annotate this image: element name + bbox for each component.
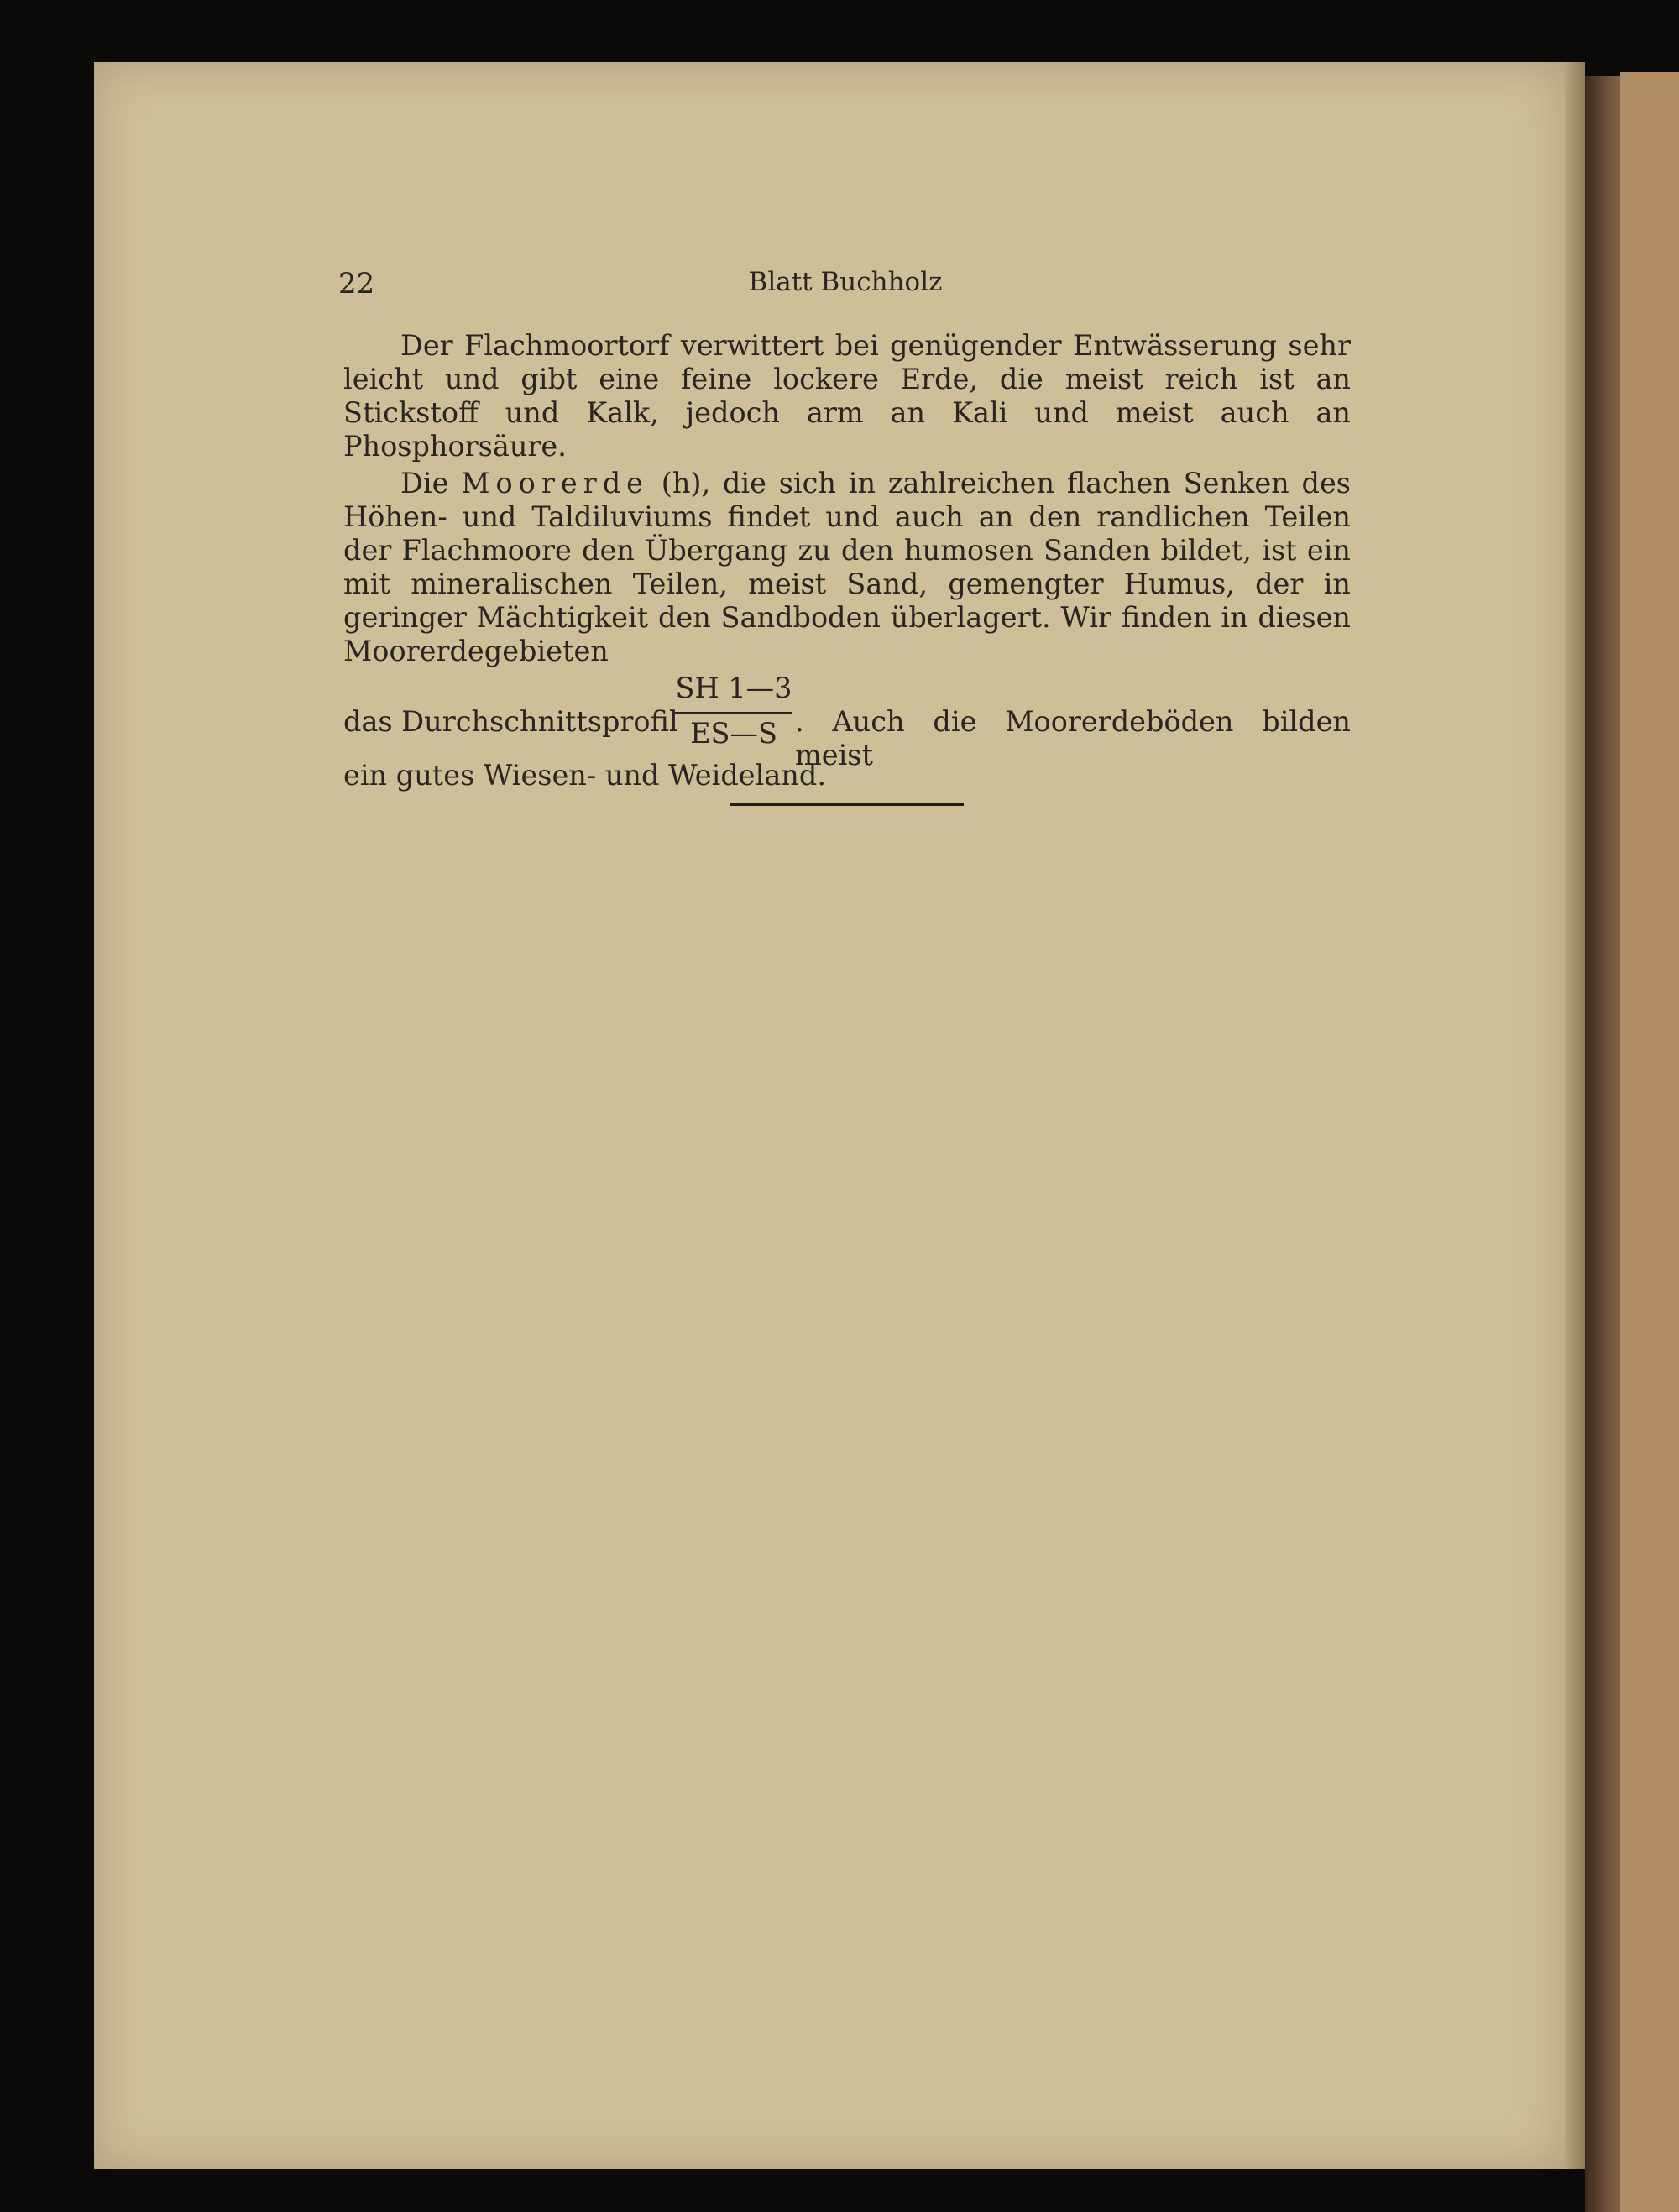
formula-lead-text: das Durchschnittsprofil	[343, 705, 678, 738]
paragraph-2-start: Die	[400, 467, 449, 499]
body-text	[343, 329, 1351, 792]
spaced-term-moorerde: Moorerde	[461, 467, 649, 499]
page-edge	[1565, 62, 1585, 2169]
paragraph-2	[343, 467, 1351, 668]
formula-trail-text: . Auch die Moorerdeböden bilden meist	[795, 705, 1351, 771]
section-end-rule	[730, 803, 964, 806]
page-header	[338, 267, 1352, 304]
page-number: 22	[338, 267, 375, 301]
paragraph-2-last-line: ein gutes Wiesen- und Weideland.	[343, 759, 826, 792]
formula-line	[343, 672, 1351, 771]
paragraph-2-rest: (h), die sich in zahlreichen flachen Senken des Höhen- und Taldiluviums findet und auch an den randlichen Teilen der Flachmoore den Übergang zu den humosen Sanden bildet, ist ein mit mineralischen Teilen, meist Sand, gemengter Humus, der in geringer Mächtigkeit den Sandboden überlagert. Wir finden in diesen Moorerdegebieten	[343, 467, 1351, 667]
facing-page-edge	[1620, 72, 1679, 2212]
paragraph-1: Der Flachmoortorf verwittert bei genügender Entwässerung sehr leicht und gibt eine feine lockere Erde, die meist reich ist an Stickstoff und Kalk, jedoch arm an Kali und meist auch an Phosphorsäure.	[343, 329, 1351, 463]
soil-profile-fraction	[675, 672, 792, 750]
fraction-denominator: ES—S	[690, 717, 777, 750]
fraction-numerator: SH 1—3	[675, 672, 792, 714]
running-title: Blatt Buchholz	[748, 267, 943, 297]
